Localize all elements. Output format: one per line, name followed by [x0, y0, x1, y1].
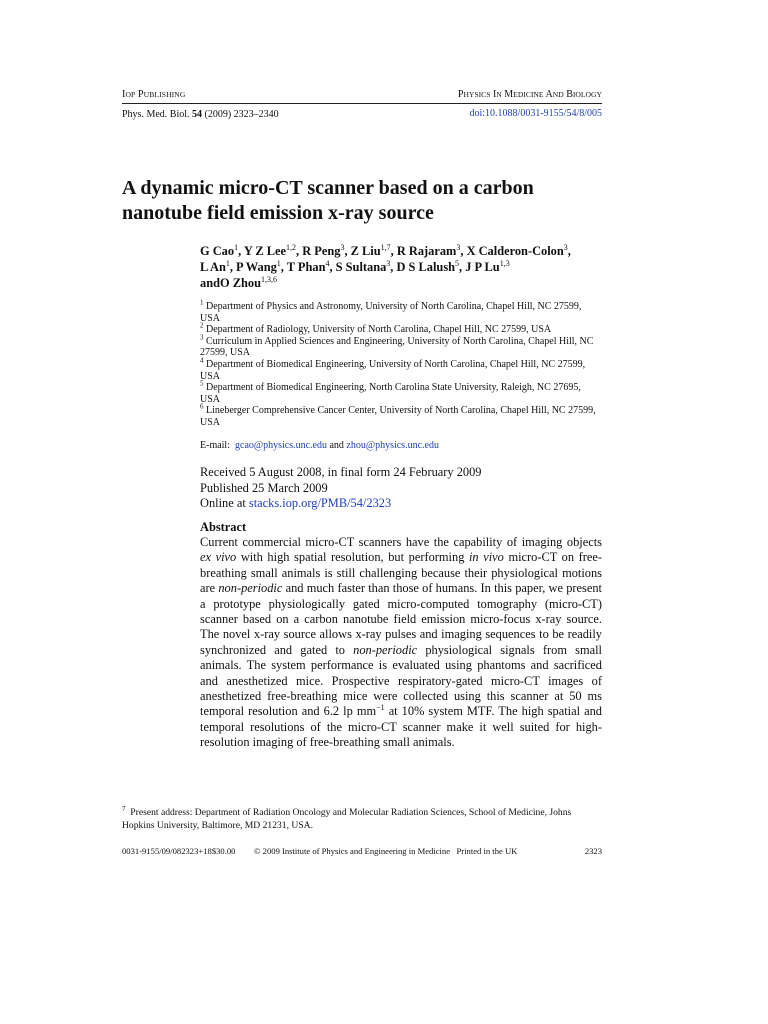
- paper-title: A dynamic micro-CT scanner based on a carbon nanotube field emission x-ray source: [122, 177, 534, 224]
- publication-dates: [200, 465, 482, 512]
- abstract-heading: Abstract: [200, 520, 247, 534]
- author-affiliation-marker: 1: [276, 258, 281, 268]
- author-affiliation-marker: 3: [340, 242, 345, 252]
- affiliation-number: 3: [200, 333, 204, 342]
- header-rule: [122, 103, 602, 104]
- author-name: Y Z Lee: [243, 244, 287, 258]
- affiliation-item: [200, 333, 602, 359]
- author-affiliation-marker: 5: [455, 258, 460, 268]
- received-date: Received 5 August 2008, in final form 24 February 2009: [200, 465, 482, 479]
- affiliation-text: Department of Biomedical Engineering, University of North Carolina, Chapel Hill, NC 27599, USA: [200, 358, 586, 382]
- citation: Phys. Med. Biol. 54 (2009) 2323–2340: [122, 109, 279, 120]
- author-affiliation-marker: 1,7: [380, 242, 391, 252]
- author-name: G Cao: [200, 244, 235, 258]
- page-number: 2323: [584, 846, 602, 856]
- affiliation-text: Department of Biomedical Engineering, North Carolina State University, Raleigh, NC 27695, USA: [200, 382, 581, 405]
- affiliation-number: 2: [200, 321, 204, 330]
- author-name: L An: [200, 260, 226, 274]
- issn-code: 0031-9155/09/082323+18$30.00: [122, 846, 236, 856]
- email-link-1[interactable]: gcao@physics.unc.edu: [235, 440, 327, 451]
- author-list: G Cao$^1$, Y Z Lee$^{1,2}$, R Peng$^3$, Z Liu$^{1,7}$, R Rajaram$^3$, X Calderon-Colon$^3$, L An$^1$, P Wang$^1$, T Phan$^4$, S Sultana$^3$, D S Lalush$^5$, J P Lu$^{1,3}$ andO Zhou$^{1,3,6}$: [200, 242, 571, 290]
- author-and: and: [200, 276, 220, 290]
- affiliation-text: Curriculum in Applied Sciences and Engineering, University of North Carolina, Chapel Hill, NC 27599, USA: [200, 335, 594, 359]
- email-link-2[interactable]: zhou@physics.unc.edu: [346, 440, 439, 451]
- copyright-line: © 2009 Institute of Physics and Engineering in Medicine Printed in the UK: [254, 846, 518, 856]
- affiliation-number: 6: [200, 403, 204, 412]
- affiliation-item: [200, 321, 602, 336]
- affiliation-item: [200, 298, 602, 324]
- author-name: D S Lalush: [396, 260, 456, 274]
- email-line: E-mail: gcao@physics.unc.edu and zhou@physics.unc.edu: [200, 440, 439, 451]
- affiliation-text: Department of Radiology, University of North Carolina, Chapel Hill, NC 27599, USA: [206, 324, 552, 336]
- author-name: X Calderon-Colon: [466, 244, 564, 258]
- author-affiliation-marker: 1: [234, 242, 239, 252]
- affiliation-text: Department of Physics and Astronomy, University of North Carolina, Chapel Hill, NC 27599, USA: [200, 301, 582, 324]
- publisher-label: IOP PUBLISHING: [122, 89, 186, 100]
- affiliation-item: [200, 356, 602, 382]
- affiliation-item: [200, 405, 602, 428]
- author-name: O Zhou: [219, 276, 261, 290]
- published-date: Published 25 March 2009: [200, 480, 328, 495]
- author-name: T Phan: [286, 260, 326, 274]
- author-name: Z Liu: [350, 244, 381, 258]
- online-link[interactable]: stacks.iop.org/PMB/54/2323: [248, 496, 392, 510]
- doi-link[interactable]: doi:10.1088/0031-9155/54/8/005: [469, 108, 602, 119]
- affiliation-text: Lineberger Comprehensive Cancer Center, University of North Carolina, Chapel Hill, NC 27599, USA: [200, 405, 596, 428]
- affiliation-list: [200, 298, 602, 429]
- affiliation-number: 5: [200, 379, 204, 388]
- affiliation-number: 4: [200, 356, 204, 365]
- author-name: J P Lu: [465, 260, 500, 274]
- abstract-body: Current commercial micro-CT scanners have the capability of imaging objects ex vivo with high spatial resolution, but performing in vivo micro-CT on free-breathing small animals is still challenging because their physiological motions are non-periodic and much faster than those of humans. In this paper, we present a prototype physiologically gated micro-computed tomography (micro-CT) scanner based on a carbon nanotube field emission micro-focus x-ray source. The novel x-ray source allows x-ray pulses and imaging sequences to be readily synchronized and gated to non-periodic physiological signals from small animals. The system performance is evaluated using phantoms and sacrificed and anesthetized mice. Prospective respiratory-gated micro-CT images of anesthetized free-breathing mice were collected using this scanner at 50 ms temporal resolution and 6.2 lp $mm^{-1}$ at 10% system MTF. The high spatial and temporal resolutions of the micro-CT scanner make it well suited for high-resolution imaging of free-breathing small animals.: [200, 535, 603, 750]
- affiliation-item: [200, 379, 602, 405]
- footnote: $^7$ Present address: Department of Radiation Oncology and Molecular Radiation Sciences, School of Medicine, Johns Hopkins University, Baltimore, MD 21231, USA.: [122, 804, 572, 831]
- author-name: P Wang: [236, 260, 277, 274]
- author-affiliation-marker: 1,2: [286, 242, 297, 252]
- author-name: R Peng: [302, 244, 341, 258]
- online-line: Online at stacks.iop.org/PMB/54/2323: [200, 496, 392, 510]
- author-name: S Sultana: [335, 260, 387, 274]
- author-affiliation-marker: 1: [225, 258, 230, 268]
- author-affiliation-marker: 4: [325, 258, 330, 268]
- author-affiliation-marker: 3: [456, 242, 461, 252]
- author-affiliation-marker: 1,3,6: [260, 274, 277, 284]
- author-name: R Rajaram: [396, 244, 457, 258]
- author-affiliation-marker: 3: [563, 242, 568, 252]
- author-affiliation-marker: 1,3: [499, 258, 510, 268]
- affiliation-number: 1: [200, 298, 204, 307]
- journal-name: PHYSICS IN MEDICINE AND BIOLOGY: [457, 89, 602, 100]
- author-affiliation-marker: 3: [386, 258, 391, 268]
